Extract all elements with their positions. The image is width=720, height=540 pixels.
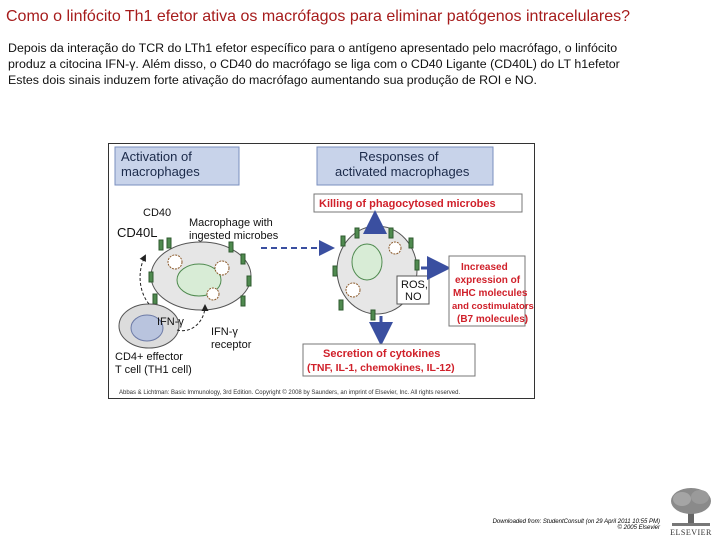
body-line: produz a citocina IFN-γ. Além disso, o CD40 do macrófago se liga com o CD40 Ligante (CD40L) do LT h1efetor	[8, 57, 620, 71]
microbe-icon	[215, 261, 229, 275]
download-note-line2: © 2005 Elsevier	[617, 525, 660, 531]
figure-svg	[109, 144, 534, 398]
activation-title-line2: macrophages	[121, 164, 200, 179]
macrophage-activation-figure	[108, 143, 535, 399]
slide-body	[8, 40, 714, 88]
body-line: Depois da interação do TCR do LTh1 efetor específico para o antígeno apresentado pelo macrófago, o linfócito	[8, 41, 618, 55]
t-cell-label-line2: T cell (TH1 cell)	[115, 364, 192, 376]
secretion-line1: Secretion of cytokines	[323, 348, 441, 360]
slide-title: Como o linfócito Th1 efetor ativa os macrófagos para eliminar patógenos intracelulares?	[6, 8, 631, 25]
macrophage-label-line2: ingested microbes	[189, 230, 279, 242]
no-label: NO	[405, 291, 422, 303]
increased-line: MHC molecules	[453, 288, 528, 299]
elsevier-logo	[664, 485, 718, 539]
body-line: Estes dois sinais induzem forte ativação do macrófago aumentando sua produção de ROI e NO.	[8, 73, 537, 87]
activated-macrophage-nucleus	[352, 244, 382, 280]
microbe-icon	[207, 288, 219, 300]
microbe-icon	[346, 283, 360, 297]
microbe-icon	[168, 255, 182, 269]
macrophage-label-line1: Macrophage with	[189, 217, 273, 229]
cd40l-label: CD40L	[117, 225, 158, 240]
responses-title-line1: Responses of	[359, 149, 439, 164]
ifn-gamma-arrow	[140, 256, 149, 304]
increased-line: Increased	[461, 262, 508, 273]
ifn-gamma-receptor-label-line1: IFN-γ	[211, 326, 238, 338]
responses-title-line2: activated macrophages	[335, 164, 470, 179]
ros-label: ROS,	[401, 279, 428, 291]
ifn-gamma-receptor-label-line2: receptor	[211, 339, 252, 351]
increased-line: expression of	[455, 275, 521, 286]
cd40-label: CD40	[143, 207, 172, 219]
secretion-line2: (TNF, IL-1, chemokines, IL-12)	[307, 362, 455, 374]
elsevier-logo-text: ELSEVIER	[670, 528, 712, 537]
activation-title-line1: Activation of	[121, 149, 192, 164]
increased-line: and costimulators	[452, 301, 534, 312]
download-note-line1: Downloaded from: StudentConsult (on 29 April 2011 10:55 PM)	[492, 519, 660, 525]
download-note	[460, 519, 660, 531]
t-cell-label-line1: CD4+ effector	[115, 351, 183, 363]
microbe-icon	[389, 242, 401, 254]
ifn-gamma-label: IFN-γ	[157, 316, 184, 328]
elsevier-tree-icon	[664, 485, 718, 529]
increased-line: (B7 molecules)	[457, 314, 529, 325]
killing-label: Killing of phagocytosed microbes	[319, 198, 496, 210]
figure-caption: Abbas & Lichtman: Basic Immunology, 3rd Edition. Copyright © 2008 by Saunders, an imprint of Elsevier, Inc. All rights reserved.	[119, 390, 461, 396]
